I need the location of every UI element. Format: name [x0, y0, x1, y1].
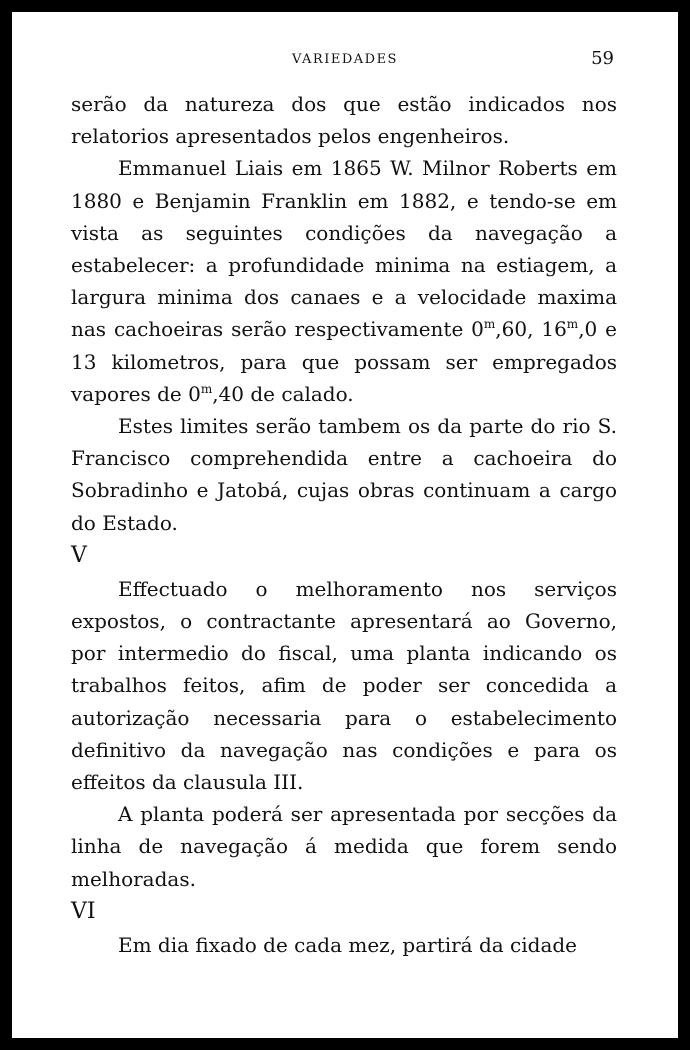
running-header	[12, 48, 678, 72]
paragraph-continuation: serão da natureza dos que estão indicados nos relatorios apresentados pelos engenheiros.	[71, 92, 617, 149]
section-heading-vi: VI	[71, 898, 96, 924]
page-body	[71, 88, 617, 961]
unit-superscript: m	[483, 317, 496, 332]
book-page	[12, 12, 678, 1038]
paragraph-text: ,40 de calado.	[212, 381, 354, 406]
paragraph-text: ,0 e 13 kilometros, para que possam ser empregados vapores de 0	[71, 317, 617, 406]
paragraph-navigation-conditions	[71, 152, 617, 410]
running-title: VARIEDADES	[292, 52, 398, 67]
paragraph-text: Emmanuel Liais em 1865 W. Milnor Roberts em 1880 e Benjamin Franklin em 1882, e tendo-se em vista as seguintes condições da navegação a estabelecer: a profundidade minima na estiagem, a largura minima dos canaes e a velocidade maxima nas cachoeiras serão respectivamente 0	[71, 156, 617, 342]
unit-superscript: m	[566, 317, 579, 332]
paragraph-text: ,60, 16	[495, 317, 567, 342]
paragraph-improvement: Effectuado o melhoramento nos serviços expostos, o contractante apresentará ao Governo, por intermedio do fiscal, uma planta indicando os trabalhos feitos, afim de poder ser concedida a autorização necessaria para o estabelecimento definitivo da navegação nas condições e para os effeitos da clausula III.	[71, 576, 617, 795]
section-heading-v: V	[71, 542, 87, 568]
page-number: 59	[591, 48, 614, 69]
unit-superscript: m	[200, 381, 213, 396]
paragraph-limits: Estes limites serão tambem os da parte do rio S. Francisco comprehendida entre a cachoeira do Sobradinho e Jatobá, cujas obras continuam a cargo do Estado.	[71, 414, 617, 535]
paragraph-plan: A planta poderá ser apresentada por secções da linha de navegação á medida que forem sendo melhoradas.	[71, 802, 617, 891]
paragraph-schedule: Em dia fixado de cada mez, partirá da cidade	[118, 932, 578, 957]
